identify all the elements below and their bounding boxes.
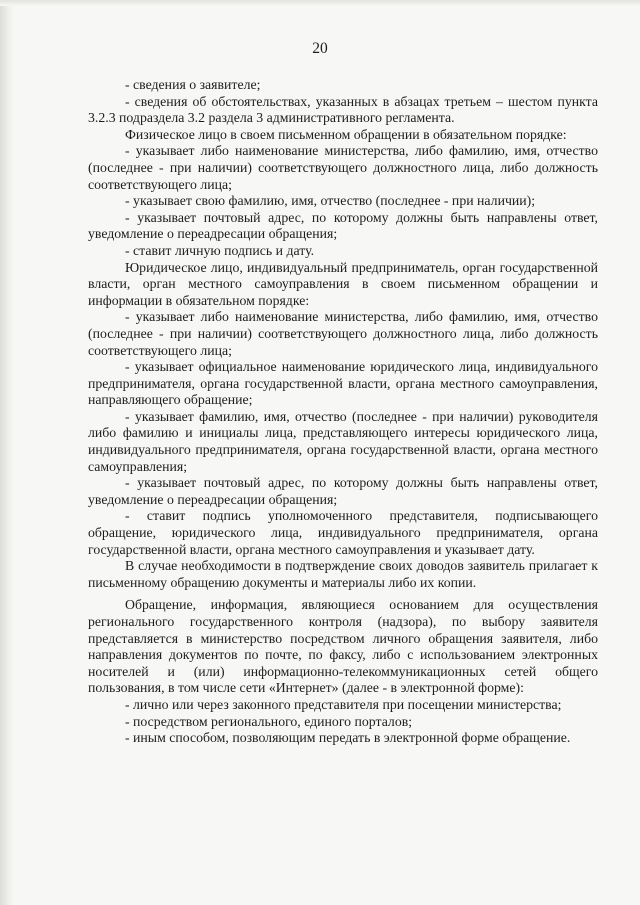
paragraph: - сведения об обстоятельствах, указанных в абзацах третьем – шестом пункта 3.2.3 подраздела 3.2 раздела 3 административного регламента. <box>88 93 598 126</box>
document-body <box>88 77 598 747</box>
paragraph: - ставит подпись уполномоченного представителя, подписывающего обращение, юридического лица, индивидуального предпринимателя, органа государственной власти, органа местного самоуправления и указывает дату. <box>88 508 598 557</box>
paragraph: Физическое лицо в своем письменном обращении в обязательном порядке: <box>125 126 567 142</box>
paragraph: - указывает либо наименование министерства, либо фамилию, имя, отчество (последнее - при наличии) соответствующего должностного лица, либо должность соответствующего лица; <box>88 309 598 358</box>
paragraph: - посредством регионального, единого порталов; <box>125 713 413 729</box>
paragraph: - указывает либо наименование министерства, либо фамилию, имя, отчество (последнее - при наличии) соответствующего должностного лица, либо должность соответствующего лица; <box>88 143 598 192</box>
paragraph: В случае необходимости в подтверждение своих доводов заявитель прилагает к письменному обращению документы и материалы либо их копии. <box>88 558 598 590</box>
paragraph: Юридическое лицо, индивидуальный предприниматель, орган государственной власти, орган местного самоуправления в своем письменном обращении и информации в обязательном порядке: <box>88 259 598 308</box>
paragraph: - указывает официальное наименование юридического лица, индивидуального предпринимателя, органа государственной власти, органа местного самоуправления, направляющего обращение; <box>88 359 598 408</box>
scan-top-edge <box>0 0 640 6</box>
page-number: 20 <box>312 40 328 57</box>
paragraph: - указывает почтовый адрес, по которому должны быть направлены ответ, уведомление о переадресации обращения; <box>88 209 598 242</box>
paragraph: - ставит личную подпись и дату. <box>125 242 315 258</box>
paragraph: - сведения о заявителе; <box>125 77 261 92</box>
paragraph: - указывает почтовый адрес, по которому должны быть направлены ответ, уведомление о переадресации обращения; <box>88 475 598 507</box>
scan-left-edge <box>0 0 14 905</box>
paragraph: Обращение, информация, являющиеся основанием для осуществления регионального государственного контроля (надзора), по выбору заявителя представляется в министерство посредством личного обращения заявителя, либо направления документов по почте, по факсу, либо с использованием электронных носителей и (или) информационно-телекоммуникационных сетей общего пользования, в том числе сети «Интернет» (далее - в электронной форме): <box>88 597 598 696</box>
paragraph: - лично или через законного представителя при посещении министерства; <box>125 696 562 712</box>
paragraph: - иным способом, позволяющим передать в электронной форме обращение. <box>125 730 571 746</box>
paragraph: - указывает фамилию, имя, отчество (последнее - при наличии) руководителя либо фамилию и инициалы лица, представляющего интересы юридического лица, индивидуального предпринимателя, органа государственной власти, органа местного самоуправления; <box>88 408 598 474</box>
paragraph: - указывает свою фамилию, имя, отчество (последнее - при наличии); <box>125 193 536 209</box>
